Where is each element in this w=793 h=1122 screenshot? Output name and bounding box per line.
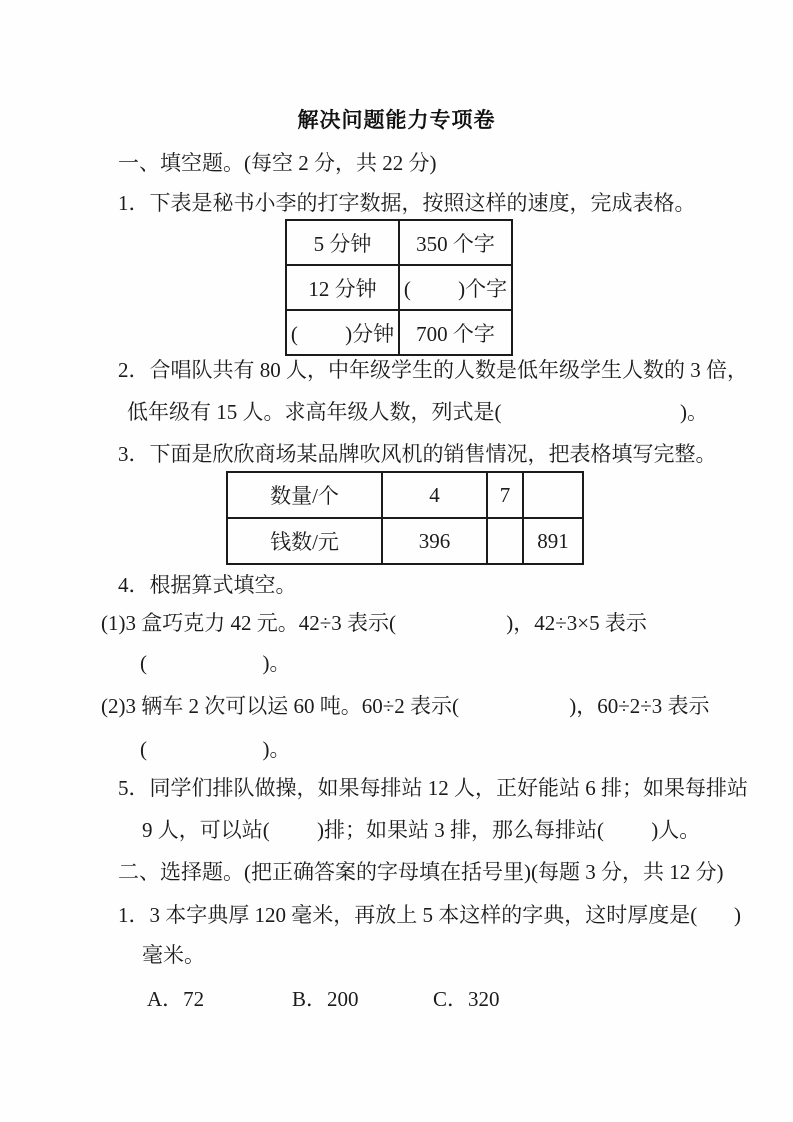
table-row: [286, 310, 512, 355]
question-1-text: 1．下表是秘书小李的打字数据，按照这样的速度，完成表格。: [118, 191, 696, 215]
table-row: [286, 265, 512, 310]
question-5-line-1: 5．同学们排队做操，如果每排站 12 人，正好能站 6 排；如果每排站: [118, 776, 748, 800]
question-2-line-2: 低年级有 15 人。求高年级人数，列式是( )。: [127, 400, 708, 424]
choice-question-1-line-1: 1．3 本字典厚 120 毫米，再放上 5 本这样的字典，这时厚度是( ): [118, 903, 741, 927]
question-4-part-1-line-1: (1)3 盒巧克力 42 元。42÷3 表示( )，42÷3×5 表示: [101, 611, 647, 635]
question-4-part-2-line-2: ( )。: [140, 737, 291, 761]
table-cell-blank: ( )分钟: [286, 310, 399, 355]
table-cell: 396: [382, 518, 487, 564]
table-cell: 数量/个: [227, 472, 382, 518]
typing-speed-table: [285, 219, 513, 356]
table-cell: 钱数/元: [227, 518, 382, 564]
question-4-part-2-line-1: (2)3 辆车 2 次可以运 60 吨。60÷2 表示( )，60÷2÷3 表示: [101, 694, 710, 718]
question-4-header: 4．根据算式填空。: [118, 573, 297, 597]
question-5-line-2: 9 人，可以站( )排；如果站 3 排，那么每排站( )人。: [142, 818, 701, 842]
section-1-header: 一、填空题。(每空 2 分，共 22 分): [118, 151, 437, 175]
option-a: A．72: [147, 987, 205, 1011]
sales-table: [226, 471, 584, 565]
section-2-header: 二、选择题。(把正确答案的字母填在括号里)(每题 3 分，共 12 分): [118, 860, 724, 884]
question-4-part-1-line-2: ( )。: [140, 651, 291, 675]
table-cell-blank: [487, 518, 523, 564]
table-cell-blank: ( )个字: [399, 265, 512, 310]
table-cell: 7: [487, 472, 523, 518]
table-cell: 4: [382, 472, 487, 518]
question-2-line-1: 2．合唱队共有 80 人，中年级学生的人数是低年级学生人数的 3 倍，: [118, 358, 748, 382]
table-row: [227, 518, 583, 564]
option-c: C．320: [433, 987, 500, 1011]
option-b: B．200: [292, 987, 359, 1011]
table-cell: 12 分钟: [286, 265, 399, 310]
question-3-text: 3．下面是欣欣商场某品牌吹风机的销售情况，把表格填写完整。: [118, 442, 717, 466]
table-row: [227, 472, 583, 518]
table-cell: 5 分钟: [286, 220, 399, 265]
table-cell-blank: [523, 472, 583, 518]
page-title: 解决问题能力专项卷: [297, 108, 496, 132]
table-row: [286, 220, 512, 265]
table-cell: 350 个字: [399, 220, 512, 265]
choice-question-1-line-2: 毫米。: [142, 943, 205, 967]
table-cell: 891: [523, 518, 583, 564]
table-cell: 700 个字: [399, 310, 512, 355]
